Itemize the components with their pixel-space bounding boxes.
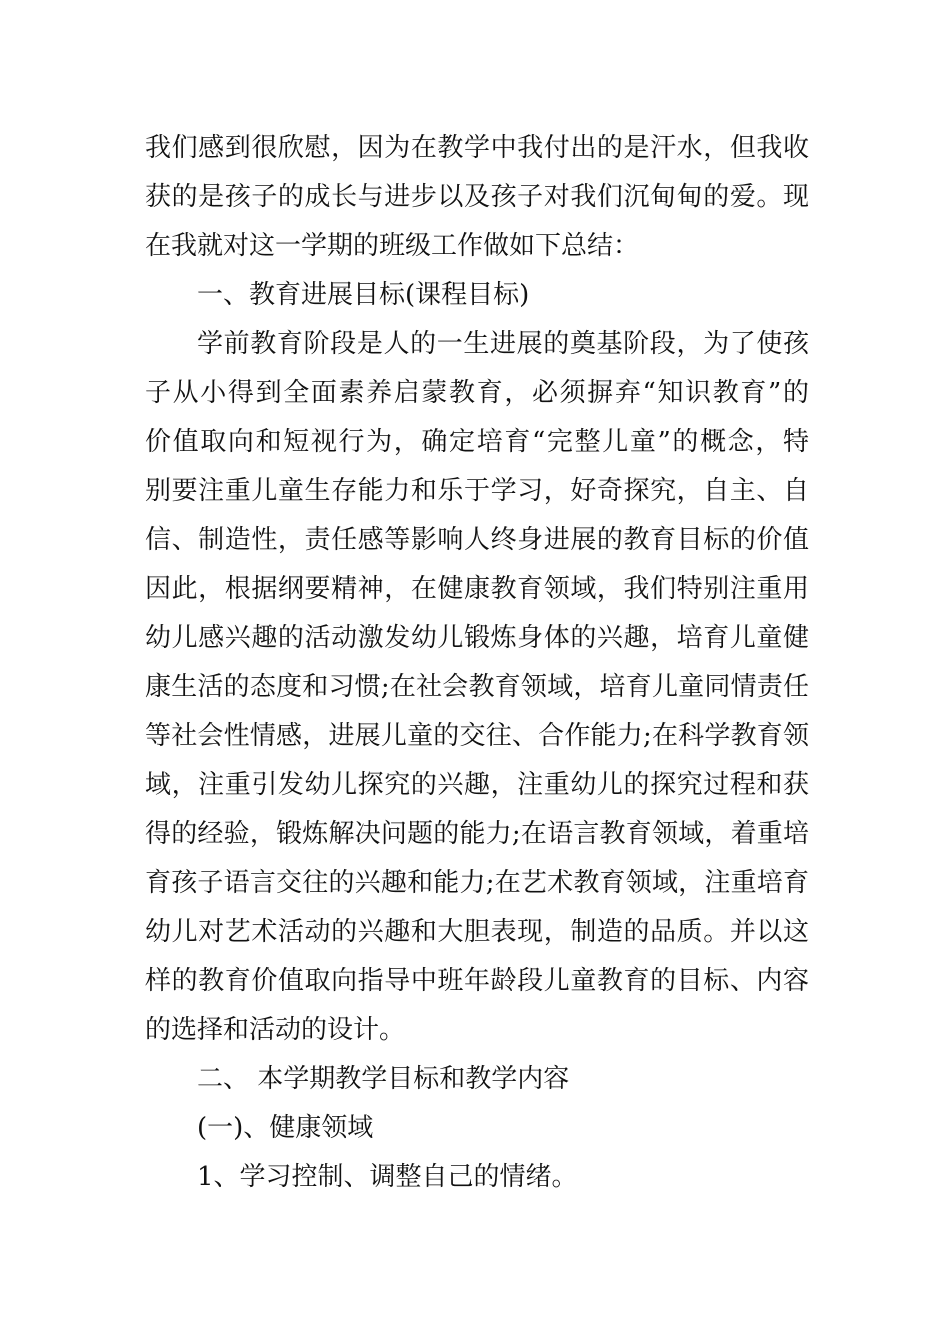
- body-line: 学前教育阶段是人的一生进展的奠基阶段，为了使孩: [197, 329, 809, 359]
- body-line: 康生活的态度和习惯;在社会教育领域，培育儿童同情责任: [145, 672, 809, 702]
- body-line: 幼儿感兴趣的活动激发幼儿锻炼身体的兴趣，培育儿童健: [145, 623, 809, 653]
- body-line: 域，注重引发幼儿探究的兴趣，注重幼儿的探究过程和获: [145, 770, 809, 800]
- body-line: 在我就对这一学期的班级工作做如下总结：: [145, 231, 640, 261]
- body-line: 幼儿对艺术活动的兴趣和大胆表现，制造的品质。并以这: [145, 917, 809, 947]
- body-line: 别要注重儿童生存能力和乐于学习，好奇探究，自主、自: [145, 476, 809, 506]
- body-line: 获的是孩子的成长与进步以及孩子对我们沉甸甸的爱。现: [145, 182, 809, 212]
- body-line: 价值取向和短视行为，确定培育“完整儿童”的概念，特: [145, 427, 809, 457]
- body-line: 等社会性情感，进展儿童的交往、合作能力;在科学教育领: [145, 721, 809, 751]
- list-item: 1、学习控制、调整自己的情绪。: [197, 1162, 578, 1192]
- body-line: 我们感到很欣慰，因为在教学中我付出的是汗水，但我收: [145, 133, 809, 163]
- section-heading: 一、教育进展目标(课程目标): [197, 280, 530, 310]
- body-line: 的选择和活动的设计。: [145, 1015, 406, 1045]
- document-body: [145, 124, 809, 1202]
- body-line: 信、制造性，责任感等影响人终身进展的教育目标的价值: [145, 525, 809, 555]
- body-line: 得的经验，锻炼解决问题的能力;在语言教育领域，着重培: [145, 819, 809, 849]
- body-line: 子从小得到全面素养启蒙教育，必须摒弃“知识教育”的: [145, 378, 809, 408]
- body-line: 育孩子语言交往的兴趣和能力;在艺术教育领域，注重培育: [145, 868, 809, 898]
- section-heading: 二、 本学期教学目标和教学内容: [197, 1064, 570, 1094]
- subsection-heading: (一)、健康领域: [197, 1113, 374, 1143]
- body-line: 因此，根据纲要精神，在健康教育领域，我们特别注重用: [145, 574, 809, 604]
- body-line: 样的教育价值取向指导中班年龄段儿童教育的目标、内容: [145, 966, 809, 996]
